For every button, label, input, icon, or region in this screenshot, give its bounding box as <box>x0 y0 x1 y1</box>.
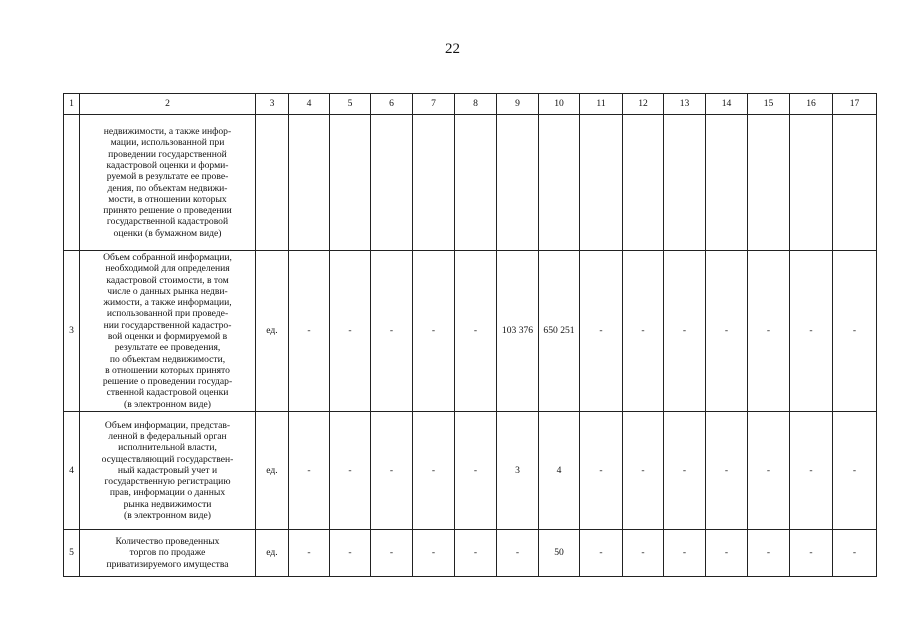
column-number-cell: 6 <box>371 94 413 115</box>
column-number-cell: 11 <box>580 94 623 115</box>
table-body <box>64 94 877 577</box>
table-row <box>64 115 877 251</box>
description-line: кадастровой оценки и форми- <box>106 159 229 171</box>
table-row <box>64 412 877 530</box>
value-cell <box>664 115 706 251</box>
row-number-cell <box>64 115 80 251</box>
description-line: прав, информации о данных <box>109 487 226 499</box>
page-number: 22 <box>445 41 460 57</box>
description-line: (в электронном виде) <box>124 510 211 522</box>
value-cell <box>833 115 877 251</box>
description-line: ственной кадастровой оценки <box>106 387 229 399</box>
value-cell: - <box>790 251 833 412</box>
value-cell: - <box>330 412 371 530</box>
column-number-cell: 14 <box>706 94 748 115</box>
unit-cell: ед. <box>256 412 289 530</box>
description-line: использованной при проведе- <box>106 308 229 320</box>
value-cell <box>748 115 790 251</box>
description-line: оценки (в бумажном виде) <box>113 227 222 239</box>
description-line: вой оценки и формируемой в <box>107 331 228 342</box>
description-line: мации, использованной при <box>110 137 225 149</box>
value-cell: - <box>623 251 664 412</box>
value-cell: - <box>623 412 664 530</box>
description-line: осуществляющий государствен- <box>101 453 234 465</box>
value-cell: 650 251 <box>539 251 580 412</box>
value-cell: 4 <box>539 412 580 530</box>
value-cell: - <box>790 530 833 577</box>
column-number-cell: 15 <box>748 94 790 115</box>
indicator-description-cell <box>80 412 256 530</box>
value-cell <box>623 115 664 251</box>
value-cell: - <box>748 412 790 530</box>
description-line: торгов по продаже <box>129 547 206 559</box>
value-cell: - <box>623 530 664 577</box>
unit-cell <box>256 115 289 251</box>
value-cell <box>790 115 833 251</box>
column-number-cell: 17 <box>833 94 877 115</box>
description-line: мости, в отношении которых <box>108 193 227 205</box>
description-line: Объем информации, представ- <box>104 419 231 431</box>
value-cell: - <box>455 251 497 412</box>
value-cell: - <box>413 412 455 530</box>
table-row <box>64 530 877 577</box>
column-number-cell: 9 <box>497 94 539 115</box>
description-line: приватизируемого имущества <box>106 558 229 570</box>
description-line: по объектам недвижимости, <box>109 353 226 365</box>
indicator-description-cell <box>80 115 256 251</box>
value-cell: - <box>497 530 539 577</box>
value-cell: 103 376 <box>497 251 539 412</box>
value-cell <box>539 115 580 251</box>
value-cell: - <box>833 251 877 412</box>
value-cell: - <box>748 251 790 412</box>
value-cell <box>289 115 330 251</box>
value-cell <box>706 115 748 251</box>
value-cell: - <box>330 251 371 412</box>
description-line: дения, по объектам недвижи- <box>107 182 228 194</box>
value-cell: - <box>580 412 623 530</box>
value-cell: - <box>664 530 706 577</box>
column-number-cell: 12 <box>623 94 664 115</box>
value-cell <box>455 115 497 251</box>
value-cell: 3 <box>497 412 539 530</box>
value-cell: - <box>833 530 877 577</box>
value-cell <box>497 115 539 251</box>
column-number-cell: 10 <box>539 94 580 115</box>
value-cell: - <box>289 530 330 577</box>
description-line: в отношении которых принято <box>105 364 230 376</box>
value-cell: - <box>371 530 413 577</box>
description-line: нии государственной кадастро- <box>103 319 232 331</box>
description-line: проведении государственной <box>108 148 227 160</box>
value-cell: - <box>289 251 330 412</box>
value-cell: - <box>371 412 413 530</box>
value-cell <box>330 115 371 251</box>
unit-cell: ед. <box>256 530 289 577</box>
description-line: руемой в результате ее прове- <box>106 171 229 183</box>
description-line: недвижимости, а также инфор- <box>103 126 232 138</box>
value-cell <box>371 115 413 251</box>
value-cell: - <box>706 530 748 577</box>
description-line: (в электронном виде) <box>124 398 211 410</box>
value-cell: - <box>289 412 330 530</box>
description-line: ленной в федеральный орган <box>108 430 227 442</box>
column-number-cell: 7 <box>413 94 455 115</box>
table-row <box>64 251 877 412</box>
value-cell: - <box>706 251 748 412</box>
statistics-table <box>63 93 877 577</box>
value-cell: - <box>330 530 371 577</box>
description-line: Количество проведенных <box>115 536 220 548</box>
value-cell: - <box>664 412 706 530</box>
value-cell: - <box>455 412 497 530</box>
value-cell: - <box>833 412 877 530</box>
value-cell: - <box>748 530 790 577</box>
value-cell: - <box>413 530 455 577</box>
description-line: государственной кадастровой <box>106 216 229 228</box>
value-cell <box>580 115 623 251</box>
indicator-description-cell <box>80 530 256 577</box>
description-line: результате ее проведения, <box>114 342 221 354</box>
value-cell: - <box>580 530 623 577</box>
description-line: Объем собранной информации, <box>103 251 232 263</box>
value-cell: - <box>790 412 833 530</box>
column-number-cell: 5 <box>330 94 371 115</box>
indicator-description-cell <box>80 251 256 412</box>
value-cell: - <box>664 251 706 412</box>
description-line: кадастровой стоимости, в том <box>106 274 229 286</box>
column-number-cell: 4 <box>289 94 330 115</box>
row-number-cell: 3 <box>64 251 80 412</box>
column-number-cell: 2 <box>80 94 256 115</box>
column-number-cell: 16 <box>790 94 833 115</box>
description-line: числе о данных рынка недви- <box>107 285 228 297</box>
row-number-cell: 5 <box>64 530 80 577</box>
description-line: принято решение о проведении <box>103 205 232 217</box>
description-line: необходимой для определения <box>105 263 230 275</box>
value-cell: - <box>371 251 413 412</box>
value-cell: - <box>706 412 748 530</box>
value-cell: - <box>580 251 623 412</box>
unit-cell: ед. <box>256 251 289 412</box>
value-cell: - <box>455 530 497 577</box>
description-line: решение о проведении государ- <box>102 376 233 388</box>
value-cell <box>413 115 455 251</box>
row-number-cell: 4 <box>64 412 80 530</box>
column-number-cell: 13 <box>664 94 706 115</box>
column-number-row <box>64 94 877 115</box>
column-number-cell: 8 <box>455 94 497 115</box>
description-line: исполнительной власти, <box>118 442 217 454</box>
description-line: рынка недвижимости <box>123 498 212 510</box>
column-number-cell: 3 <box>256 94 289 115</box>
value-cell: 50 <box>539 530 580 577</box>
description-line: государственную регистрацию <box>104 476 231 488</box>
description-line: жимости, а также информации, <box>103 297 232 309</box>
column-number-cell: 1 <box>64 94 80 115</box>
description-line: ный кадастровый учет и <box>117 464 218 476</box>
value-cell: - <box>413 251 455 412</box>
